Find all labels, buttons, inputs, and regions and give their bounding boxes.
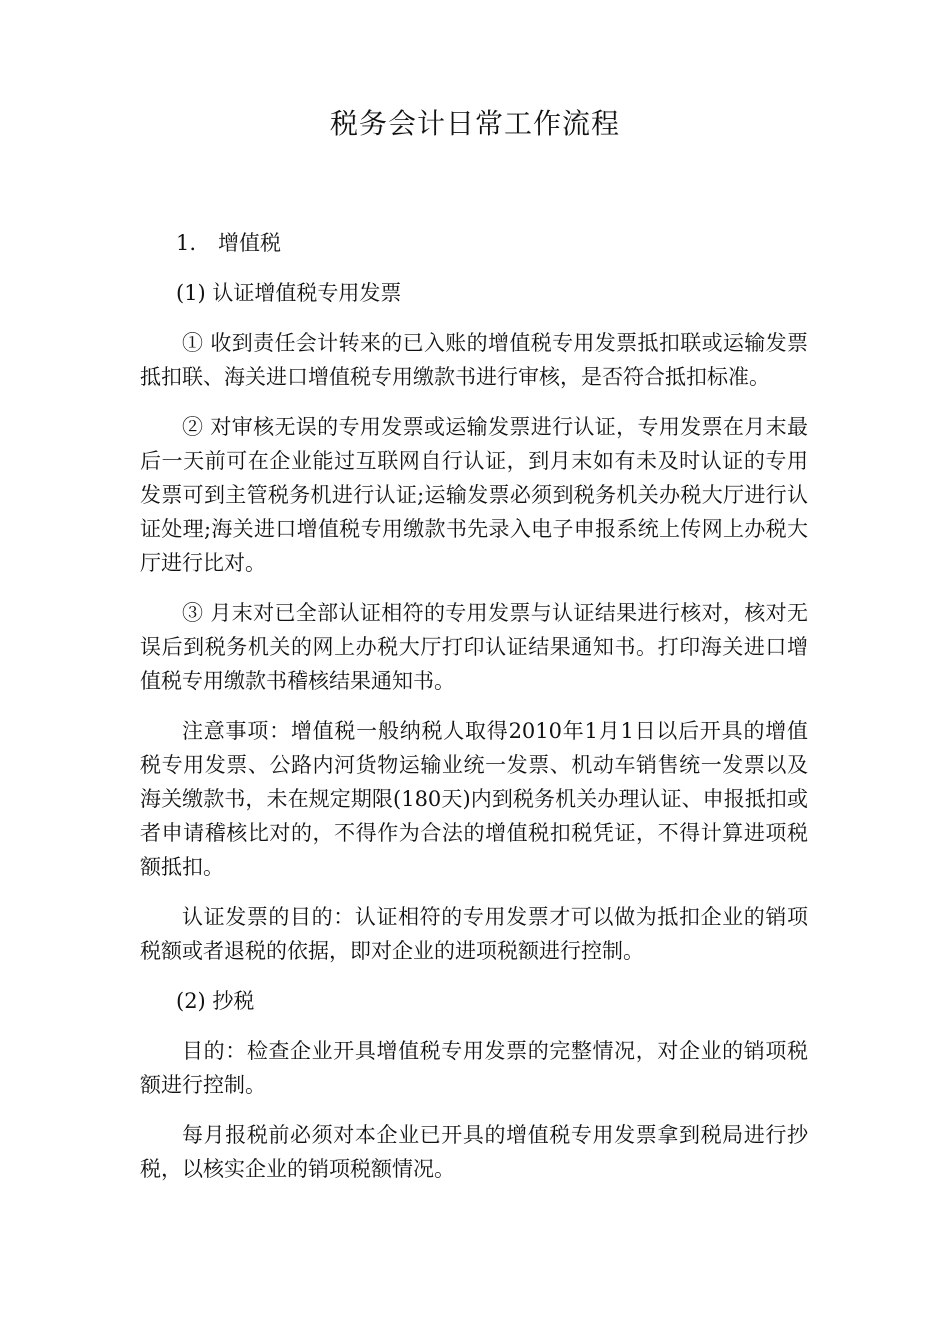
page-title: 税务会计日常工作流程 <box>329 107 620 140</box>
document-body <box>140 226 808 1186</box>
paragraph-purpose-certify: 认证发票的目的：认证相符的专用发票才可以做为抵扣企业的销项税额或者退税的依据，即对企业的进项税额进行控制。 <box>140 905 808 963</box>
paragraph-purpose-copy-tax: 目的：检查企业开具增值税专用发票的完整情况，对企业的销项税额进行控制。 <box>140 1039 808 1097</box>
subsection-heading-copy-tax: (2) 抄税 <box>176 989 255 1013</box>
section-heading-vat <box>140 226 808 260</box>
subsection-heading-certify: (1) 认证增值税专用发票 <box>176 281 402 305</box>
paragraph-item-3: ③ 月末对已全部认证相符的专用发票与认证结果进行核对，核对无误后到税务机关的网上办税大厅打印认证结果通知书。打印海关进口增值税专用缴款书稽核结果通知书。 <box>140 601 808 693</box>
paragraph-item-1: ① 收到责任会计转来的已入账的增值税专用发票抵扣联或运输发票抵扣联、海关进口增值税专用缴款书进行审核，是否符合抵扣标准。 <box>140 331 808 389</box>
paragraph-note: 注意事项：增值税一般纳税人取得2010年1月1日以后开具的增值税专用发票、公路内河货物运输业统一发票、机动车销售统一发票以及海关缴款书，未在规定期限(180天)内到税务机关办理认证、申报抵扣或者申请稽核比对的，不得作为合法的增值税扣税凭证，不得计算进项税额抵扣。 <box>140 719 808 879</box>
paragraph-item-2: ② 对审核无误的专用发票或运输发票进行认证，专用发票在月末最后一天前可在企业能过互联网自行认证，到月末如有未及时认证的专用发票可到主管税务机进行认证;运输发票必须到税务机关办税大厅进行认证处理;海关进口增值税专用缴款书先录入电子申报系统上传网上办税大厅进行比对。 <box>140 415 808 575</box>
section-label: 增值税 <box>218 231 281 255</box>
paragraph-monthly: 每月报税前必须对本企业已开具的增值税专用发票拿到税局进行抄税，以核实企业的销项税额情况。 <box>140 1123 808 1181</box>
section-number: 1. <box>176 231 197 255</box>
